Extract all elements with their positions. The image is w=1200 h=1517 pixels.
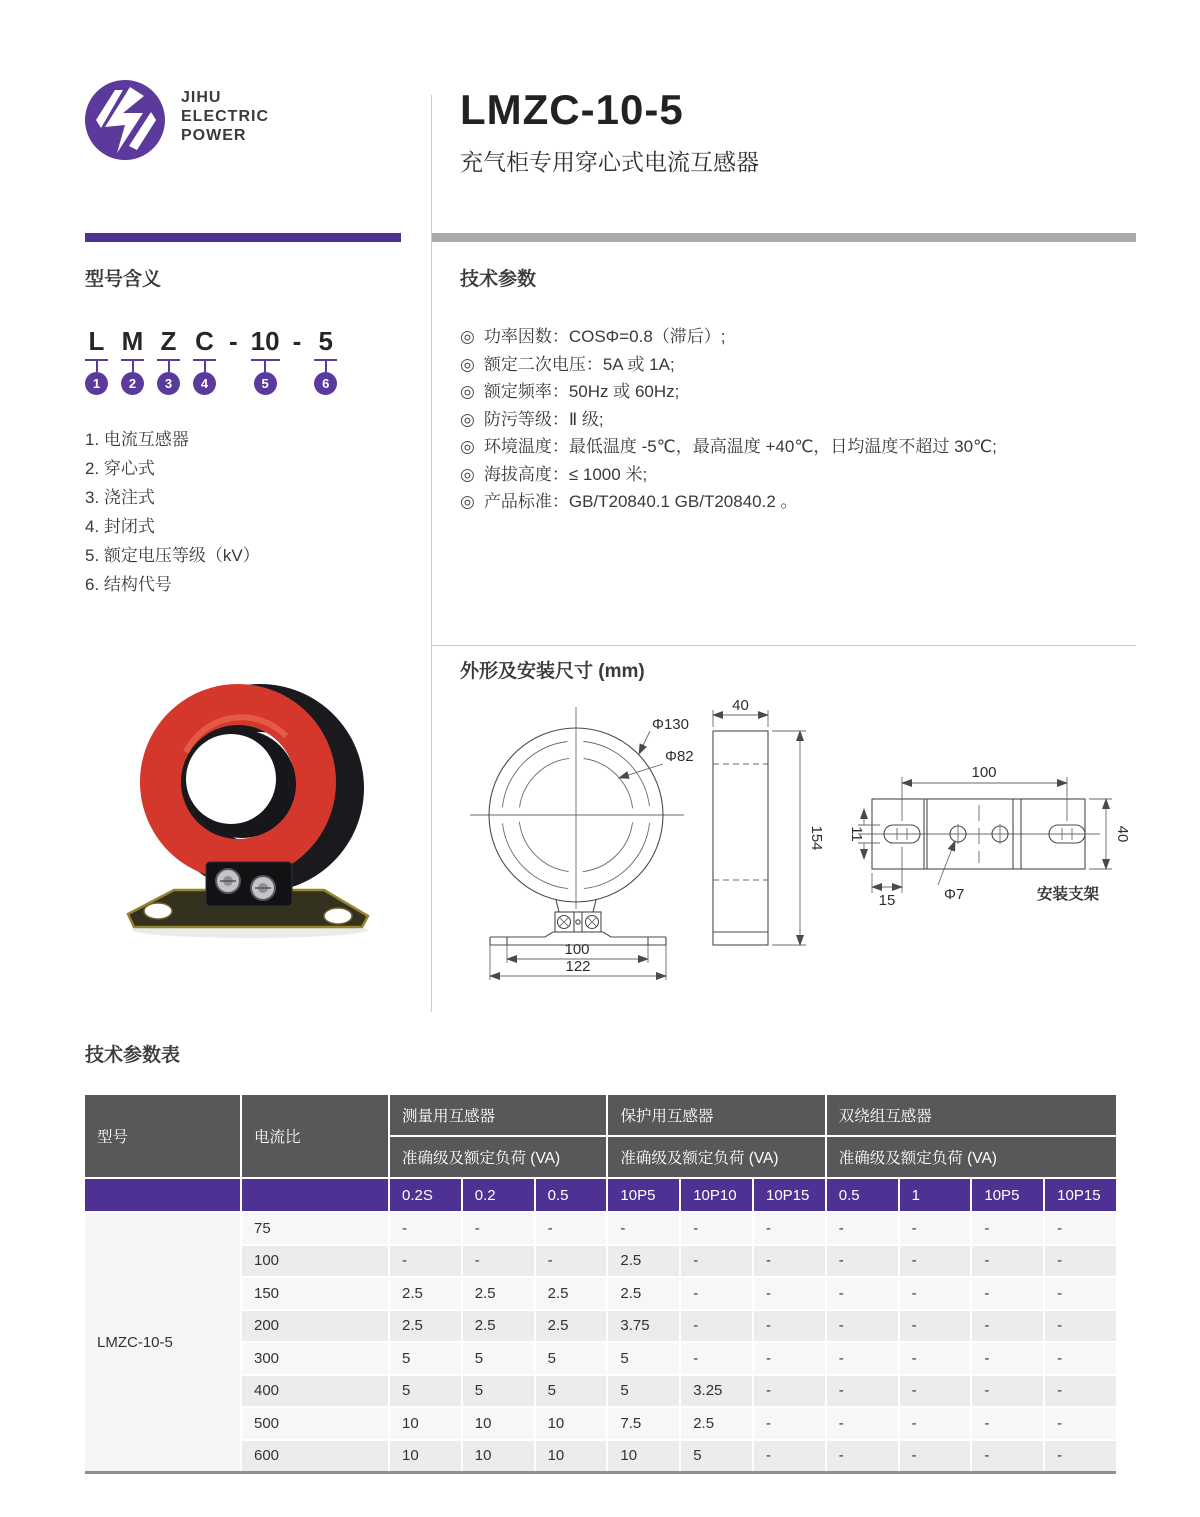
value-cell: 5 xyxy=(390,1343,461,1374)
ratio-cell: 75 xyxy=(242,1213,388,1244)
section-divider xyxy=(432,645,1136,646)
model-code-char: L xyxy=(88,326,105,356)
bracket-view xyxy=(848,764,1131,909)
value-cell: 5 xyxy=(681,1441,752,1472)
accuracy-class-header: 10P10 xyxy=(681,1179,752,1211)
accuracy-class-header: 0.2S xyxy=(390,1179,461,1211)
value-cell: - xyxy=(1045,1441,1116,1472)
tech-param-item xyxy=(460,323,1136,351)
tech-param-item xyxy=(460,378,1136,406)
dimensions-heading: 外形及安装尺寸 (mm) xyxy=(460,661,645,682)
header-spacer xyxy=(85,1179,240,1211)
bullet-icon: ◎ xyxy=(460,354,475,374)
title-block xyxy=(460,86,759,177)
value-cell: - xyxy=(827,1408,898,1439)
table-row xyxy=(85,1213,1116,1244)
svg-text:Φ7: Φ7 xyxy=(944,886,965,903)
value-cell: 2.5 xyxy=(390,1278,461,1309)
accent-bar-purple xyxy=(85,233,401,242)
model-code-char: M xyxy=(121,326,144,356)
value-cell: 2.5 xyxy=(608,1246,679,1277)
value-cell: 7.5 xyxy=(608,1408,679,1439)
code-number-badge: 4 xyxy=(193,372,216,395)
value-cell: - xyxy=(390,1246,461,1277)
value-cell: - xyxy=(390,1213,461,1244)
value-cell: - xyxy=(1045,1246,1116,1277)
model-code-char: - xyxy=(229,326,238,356)
value-cell: - xyxy=(681,1213,752,1244)
column-divider xyxy=(431,95,432,1012)
value-cell: - xyxy=(972,1343,1043,1374)
value-cell: 10 xyxy=(390,1408,461,1439)
value-cell: 3.25 xyxy=(681,1376,752,1407)
value-cell: - xyxy=(1045,1213,1116,1244)
bullet-icon: ◎ xyxy=(460,409,475,429)
front-view xyxy=(470,707,694,980)
brand-logo-icon xyxy=(85,80,165,160)
value-cell: - xyxy=(972,1311,1043,1342)
value-cell: 5 xyxy=(463,1343,534,1374)
value-cell: - xyxy=(754,1376,825,1407)
page-title: LMZC-10-5 xyxy=(460,86,684,133)
value-cell: - xyxy=(972,1441,1043,1472)
tech-param-item xyxy=(460,461,1136,489)
tech-param-text: 海拔高度：≤ 1000 米; xyxy=(483,464,648,484)
svg-text:40: 40 xyxy=(732,697,749,714)
tech-params-heading: 技术参数 xyxy=(460,269,537,290)
tech-params-list xyxy=(460,323,1136,516)
header-group-protection: 保护用互感器 xyxy=(608,1095,824,1135)
tech-param-text: 额定频率：50Hz 或 60Hz; xyxy=(483,382,680,401)
model-code-char: 10 xyxy=(250,326,280,356)
value-cell: 10 xyxy=(608,1441,679,1472)
tech-param-text: 环境温度：最低温度 -5℃，最高温度 +40℃，日均温度不超过 30℃; xyxy=(483,437,997,456)
bullet-icon: ◎ xyxy=(460,327,475,346)
value-cell: - xyxy=(900,1376,971,1407)
dimensions-section xyxy=(460,656,1136,997)
code-connector-stem xyxy=(264,361,266,372)
tech-param-item xyxy=(460,433,1136,461)
model-meaning-item: 2. 穿心式 xyxy=(85,459,155,478)
value-cell: 5 xyxy=(608,1343,679,1374)
ratio-cell: 600 xyxy=(242,1441,388,1472)
model-code-separator xyxy=(293,327,302,355)
value-cell: - xyxy=(827,1376,898,1407)
code-connector-stem xyxy=(204,361,206,372)
model-meaning-item: 5. 额定电压等级（kV） xyxy=(85,546,260,565)
value-cell: 10 xyxy=(463,1441,534,1472)
model-meaning-item: 1. 电流互感器 xyxy=(85,430,189,449)
ratio-cell: 100 xyxy=(242,1246,388,1277)
accuracy-class-header: 0.5 xyxy=(827,1179,898,1211)
page-subtitle: 充气柜专用穿心式电流互感器 xyxy=(460,149,759,175)
value-cell: 2.5 xyxy=(681,1408,752,1439)
bullet-icon: ◎ xyxy=(460,382,475,401)
tech-param-text: 功率因数：COSΦ=0.8（滞后）; xyxy=(483,327,726,346)
value-cell: 2.5 xyxy=(608,1278,679,1309)
side-view xyxy=(713,697,825,945)
code-number-badge: 5 xyxy=(254,372,277,395)
value-cell: - xyxy=(536,1246,607,1277)
brand-line: ELECTRIC xyxy=(181,108,269,125)
value-cell: - xyxy=(681,1343,752,1374)
value-cell: - xyxy=(754,1246,825,1277)
svg-text:154: 154 xyxy=(808,825,825,851)
value-cell: - xyxy=(972,1376,1043,1407)
model-meaning-section xyxy=(85,264,420,599)
value-cell: - xyxy=(754,1343,825,1374)
dimension-drawings xyxy=(460,697,1136,997)
code-number-badge: 2 xyxy=(121,372,144,395)
model-code-char: - xyxy=(292,326,302,356)
accuracy-class-header: 10P15 xyxy=(1045,1179,1116,1211)
value-cell: 5 xyxy=(536,1343,607,1374)
value-cell: 5 xyxy=(463,1376,534,1407)
model-meaning-item: 3. 浇注式 xyxy=(85,488,155,507)
value-cell: - xyxy=(900,1408,971,1439)
value-cell: - xyxy=(681,1246,752,1277)
accuracy-class-header: 1 xyxy=(900,1179,971,1211)
value-cell: - xyxy=(1045,1311,1116,1342)
value-cell: 3.75 xyxy=(608,1311,679,1342)
value-cell: - xyxy=(900,1246,971,1277)
ratio-cell: 500 xyxy=(242,1408,388,1439)
header-group-measuring: 测量用互感器 xyxy=(390,1095,606,1135)
value-cell: - xyxy=(681,1311,752,1342)
header-sub-dual-winding: 准确级及额定负荷 (VA) xyxy=(827,1137,1116,1177)
value-cell: - xyxy=(463,1246,534,1277)
value-cell: - xyxy=(1045,1343,1116,1374)
ratio-cell: 300 xyxy=(242,1343,388,1374)
accuracy-class-header: 10P5 xyxy=(608,1179,679,1211)
value-cell: 10 xyxy=(390,1441,461,1472)
header-ratio: 电流比 xyxy=(242,1095,388,1177)
code-number-badge: 3 xyxy=(157,372,180,395)
tech-param-item xyxy=(460,351,1136,379)
tech-param-item xyxy=(460,406,1136,434)
header-group-dual-winding: 双绕组互感器 xyxy=(827,1095,1116,1135)
header-spacer xyxy=(242,1179,388,1211)
value-cell: - xyxy=(827,1441,898,1472)
value-cell: 5 xyxy=(536,1376,607,1407)
svg-text:100: 100 xyxy=(564,941,590,958)
model-code-diagram xyxy=(85,327,420,395)
ratio-cell: 150 xyxy=(242,1278,388,1309)
value-cell: - xyxy=(463,1213,534,1244)
model-code-char: Z xyxy=(160,326,177,356)
bullet-icon: ◎ xyxy=(460,464,475,484)
header-sub-protection: 准确级及额定负荷 (VA) xyxy=(608,1137,824,1177)
value-cell: - xyxy=(827,1278,898,1309)
value-cell: - xyxy=(972,1213,1043,1244)
model-code-part xyxy=(85,327,108,395)
value-cell: - xyxy=(1045,1408,1116,1439)
code-connector-stem xyxy=(325,361,327,372)
value-cell: - xyxy=(827,1213,898,1244)
header-sub-measuring: 准确级及额定负荷 (VA) xyxy=(390,1137,606,1177)
tech-param-item xyxy=(460,488,1136,516)
model-meaning-item: 4. 封闭式 xyxy=(85,517,155,536)
ratio-cell: 200 xyxy=(242,1311,388,1342)
model-code-part xyxy=(193,327,216,395)
value-cell: 2.5 xyxy=(390,1311,461,1342)
svg-text:40: 40 xyxy=(1114,825,1131,843)
value-cell: - xyxy=(900,1213,971,1244)
code-connector-stem xyxy=(96,361,98,372)
code-connector-stem xyxy=(168,361,170,372)
brand-name xyxy=(181,80,269,145)
value-cell: - xyxy=(972,1278,1043,1309)
spec-table-heading: 技术参数表 xyxy=(85,1045,181,1066)
value-cell: - xyxy=(827,1246,898,1277)
brand-block xyxy=(85,80,269,160)
svg-text:11: 11 xyxy=(848,826,865,842)
svg-text:15: 15 xyxy=(878,892,896,909)
model-code-part xyxy=(121,327,144,395)
header-model: 型号 xyxy=(85,1095,240,1177)
value-cell: - xyxy=(1045,1376,1116,1407)
value-cell: - xyxy=(754,1408,825,1439)
model-cell: LMZC-10-5 xyxy=(85,1213,240,1471)
ratio-cell: 400 xyxy=(242,1376,388,1407)
value-cell: 2.5 xyxy=(536,1278,607,1309)
value-cell: - xyxy=(681,1278,752,1309)
value-cell: - xyxy=(608,1213,679,1244)
value-cell: 2.5 xyxy=(463,1311,534,1342)
model-meaning-item: 6. 结构代号 xyxy=(85,575,172,594)
accuracy-class-header: 0.2 xyxy=(463,1179,534,1211)
value-cell: 10 xyxy=(536,1408,607,1439)
value-cell: 5 xyxy=(608,1376,679,1407)
value-cell: - xyxy=(754,1213,825,1244)
brand-line: POWER xyxy=(181,127,247,144)
value-cell: - xyxy=(900,1311,971,1342)
value-cell: - xyxy=(972,1246,1043,1277)
value-cell: - xyxy=(754,1311,825,1342)
code-connector-stem xyxy=(132,361,134,372)
model-code-part xyxy=(251,327,280,395)
svg-text:安装支架: 安装支架 xyxy=(1037,886,1100,903)
value-cell: 2.5 xyxy=(463,1278,534,1309)
value-cell: 10 xyxy=(536,1441,607,1472)
model-code-part xyxy=(157,327,180,395)
value-cell: - xyxy=(900,1343,971,1374)
value-cell: 2.5 xyxy=(536,1311,607,1342)
svg-text:100: 100 xyxy=(971,764,997,781)
value-cell: - xyxy=(827,1343,898,1374)
model-meaning-heading: 型号含义 xyxy=(85,269,162,290)
brand-line: JIHU xyxy=(181,89,222,106)
value-cell: 5 xyxy=(390,1376,461,1407)
code-number-badge: 1 xyxy=(85,372,108,395)
svg-text:Φ82: Φ82 xyxy=(665,748,694,765)
model-meaning-list xyxy=(85,425,420,599)
spec-table xyxy=(85,1095,1116,1474)
value-cell: - xyxy=(900,1441,971,1472)
value-cell: 10 xyxy=(463,1408,534,1439)
svg-text:Φ130: Φ130 xyxy=(652,716,689,733)
bullet-icon: ◎ xyxy=(460,492,475,511)
tech-params-section xyxy=(460,264,1136,516)
accuracy-class-header: 10P5 xyxy=(972,1179,1043,1211)
value-cell: - xyxy=(536,1213,607,1244)
tech-param-text: 防污等级：Ⅱ 级; xyxy=(483,409,604,429)
tech-param-text: 额定二次电压：5A 或 1A; xyxy=(483,354,675,374)
model-code-char: C xyxy=(195,326,214,356)
value-cell: - xyxy=(754,1278,825,1309)
value-cell: - xyxy=(754,1441,825,1472)
product-photo xyxy=(110,676,388,944)
model-code-separator xyxy=(229,327,238,355)
value-cell: - xyxy=(900,1278,971,1309)
svg-text:122: 122 xyxy=(565,958,591,975)
code-number-badge: 6 xyxy=(314,372,337,395)
value-cell: - xyxy=(1045,1278,1116,1309)
value-cell: - xyxy=(827,1311,898,1342)
accuracy-class-header: 10P15 xyxy=(754,1179,825,1211)
model-code-part xyxy=(314,327,337,395)
value-cell: - xyxy=(972,1408,1043,1439)
model-code-char: 5 xyxy=(318,326,333,356)
accent-bar-gray xyxy=(432,233,1136,242)
tech-param-text: 产品标准：GB/T20840.1 GB/T20840.2 。 xyxy=(483,492,798,511)
bullet-icon: ◎ xyxy=(460,437,475,456)
accuracy-class-header: 0.5 xyxy=(536,1179,607,1211)
